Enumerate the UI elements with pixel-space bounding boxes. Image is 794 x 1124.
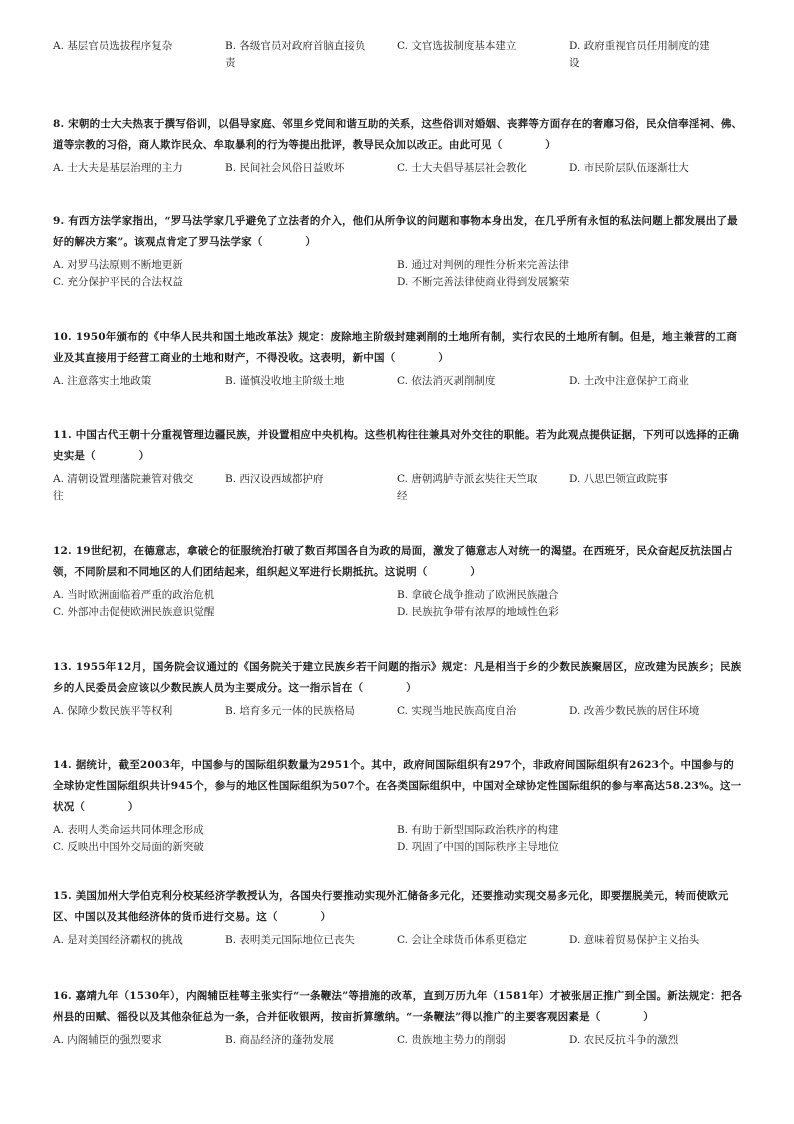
option-d: D. 土改中注意保护工商业 <box>569 375 689 387</box>
question-stem: 11. 中国古代王朝十分重视管理边疆民族，并设置相应中央机构。这些机构往往兼具对外交往的职能。若为此观点提供证据，下列可以选择的正确史实是（ ） <box>53 429 740 462</box>
option-a: A. 是对美国经济霸权的挑战 <box>53 934 183 946</box>
option-a: A. 当时欧洲面临着严重的政治危机 <box>53 589 215 601</box>
option-c: C. 外部冲击促使欧洲民族意识觉醒 <box>53 606 215 618</box>
option-b: B. 商品经济的蓬勃发展 <box>225 1034 334 1046</box>
option-d: D. 改善少数民族的居住环境 <box>569 705 700 717</box>
option-a: A. 表明人类命运共同体理念形成 <box>53 824 204 836</box>
question-9 <box>53 211 743 288</box>
question-stem: 9. 有西方法学家指出，“罗马法学家几乎避免了立法者的介入，他们从所争议的问题和事物本身出发，在几乎所有永恒的私法问题上都发展出了最好的解决方案”。该观点肯定了罗马法学家（ ） <box>53 215 738 248</box>
option-a: A. 保障少数民族平等权利 <box>53 705 173 717</box>
question-8 <box>53 114 743 174</box>
option-c: C. 贵族地主势力的削弱 <box>397 1034 506 1046</box>
option-a: A. 内阁辅臣的强烈要求 <box>53 1034 162 1046</box>
option-c: C. 唐朝鸿胪寺派玄奘往天竺取经 <box>397 473 538 502</box>
option-c: C. 充分保护平民的合法权益 <box>53 276 183 288</box>
question-stem: 8. 宋朝的士大夫热衷于撰写俗训，以倡导家庭、邻里乡党间和谐互助的关系，这些俗训对婚姻、丧葬等方面存在的奢靡习俗，民众信奉淫祠、佛、道等宗教的习俗，商人欺诈民众、牟取暴利的行为等提出批评，教导民众加以改正。由此可见（ ） <box>53 118 743 151</box>
option-b: B. 谨慎没收地主阶级土地 <box>225 375 345 387</box>
question-11 <box>53 425 743 502</box>
option-d: D. 市民阶层队伍逐渐壮大 <box>569 162 689 174</box>
option-b: B. 表明美元国际地位已丧失 <box>225 934 355 946</box>
option-d: D. 不断完善法律使商业得到发展繁荣 <box>397 276 570 288</box>
option-b: B. 培育多元一体的民族格局 <box>225 705 355 717</box>
option-c: C. 依法消灭剥削制度 <box>397 375 496 387</box>
option-b: B. 民间社会风俗日益败坏 <box>225 162 345 174</box>
option-b: B. 西汉设西域都护府 <box>225 473 324 485</box>
option-c: C. 文官选拔制度基本建立 <box>397 40 517 52</box>
option-a: A. 对罗马法原则不断地更新 <box>53 259 183 271</box>
option-d: D. 农民反抗斗争的激烈 <box>569 1034 679 1046</box>
question-stem: 15. 美国加州大学伯克利分校某经济学教授认为，各国央行要推动实现外汇储备多元化，还要推动实现交易多元化，即要摆脱美元，转而使欧元区、中国以及其他经济体的货币进行交易。这（ ） <box>53 890 729 923</box>
option-b: B. 各级官员对政府首脑直接负责 <box>225 40 366 69</box>
option-c: C. 反映出中国外交局面的新突破 <box>53 841 204 853</box>
option-c: C. 士大夫倡导基层社会教化 <box>397 162 527 174</box>
question-16 <box>53 986 743 1046</box>
option-d: D. 意味着贸易保护主义抬头 <box>569 934 700 946</box>
option-c: C. 实现当地民族高度自治 <box>397 705 517 717</box>
question-stem: 13. 1955年12月，国务院会议通过的《国务院关于建立民族乡若干问题的指示》规定：凡是相当于乡的少数民族聚居区，应改建为民族乡；民族乡的人民委员会应该以少数民族人员为主要成分。这一指示旨在（ ） <box>53 661 742 694</box>
question-stem: 16. 嘉靖九年（1530年），内阁辅臣桂萼主张实行“一条鞭法”等措施的改革，直到万历九年（1581年）才被张居正推广到全国。新法规定：把各州县的田赋、徭役以及其他杂征总为一条，合并征收银两，按亩折算缴纳。“一条鞭法”得以推广的主要客观因素是（ ） <box>53 990 743 1023</box>
option-a: A. 清朝设置理藩院兼管对俄交往 <box>53 473 194 502</box>
question-13 <box>53 657 743 717</box>
option-d: D. 民族抗争带有浓厚的地域性色彩 <box>397 606 559 618</box>
question-12 <box>53 541 743 618</box>
question-stem: 12. 19世纪初，在德意志，拿破仑的征服统治打破了数百邦国各自为政的局面，激发了德意志人对统一的渴望。在西班牙，民众奋起反抗法国占领，不同阶层和不同地区的人们团结起来，组织起义军进行长期抵抗。这说明（ ） <box>53 545 733 578</box>
option-a: A. 基层官员选拔程序复杂 <box>53 40 173 52</box>
option-b: B. 有助于新型国际政治秩序的构建 <box>397 824 559 836</box>
question-15 <box>53 886 743 946</box>
option-d: D. 政府重视官员任用制度的建设 <box>569 40 710 69</box>
question-10 <box>53 327 743 387</box>
question-14 <box>53 755 743 853</box>
option-a: A. 注意落实土地政策 <box>53 375 152 387</box>
option-d: D. 八思巴领宣政院事 <box>569 473 668 485</box>
option-b: B. 通过对判例的理性分析来完善法律 <box>397 259 569 271</box>
question-stem: 10. 1950年颁布的《中华人民共和国土地改革法》规定：废除地主阶级封建剥削的土地所有制，实行农民的土地所有制。但是，地主兼营的工商业及其直接用于经营工商业的土地和财产，不得没收。这表明，新中国（ ） <box>53 331 738 364</box>
option-a: A. 士大夫是基层治理的主力 <box>53 162 183 174</box>
option-b: B. 拿破仑战争推动了欧洲民族融合 <box>397 589 559 601</box>
question-stem: 14. 据统计，截至2003年，中国参与的国际组织数量为2951个。其中，政府间国际组织有297个，非政府间国际组织有2623个。中国参与的全球协定性国际组织共计945个，参与的地区性国际组织为507个。在各类国际组织中，中国对全球协定性国际组织的参与率高达58.23%。这一状况（ ） <box>53 759 742 813</box>
option-d: D. 巩固了中国的国际秩序主导地位 <box>397 841 559 853</box>
option-c: C. 会让全球货币体系更稳定 <box>397 934 527 946</box>
